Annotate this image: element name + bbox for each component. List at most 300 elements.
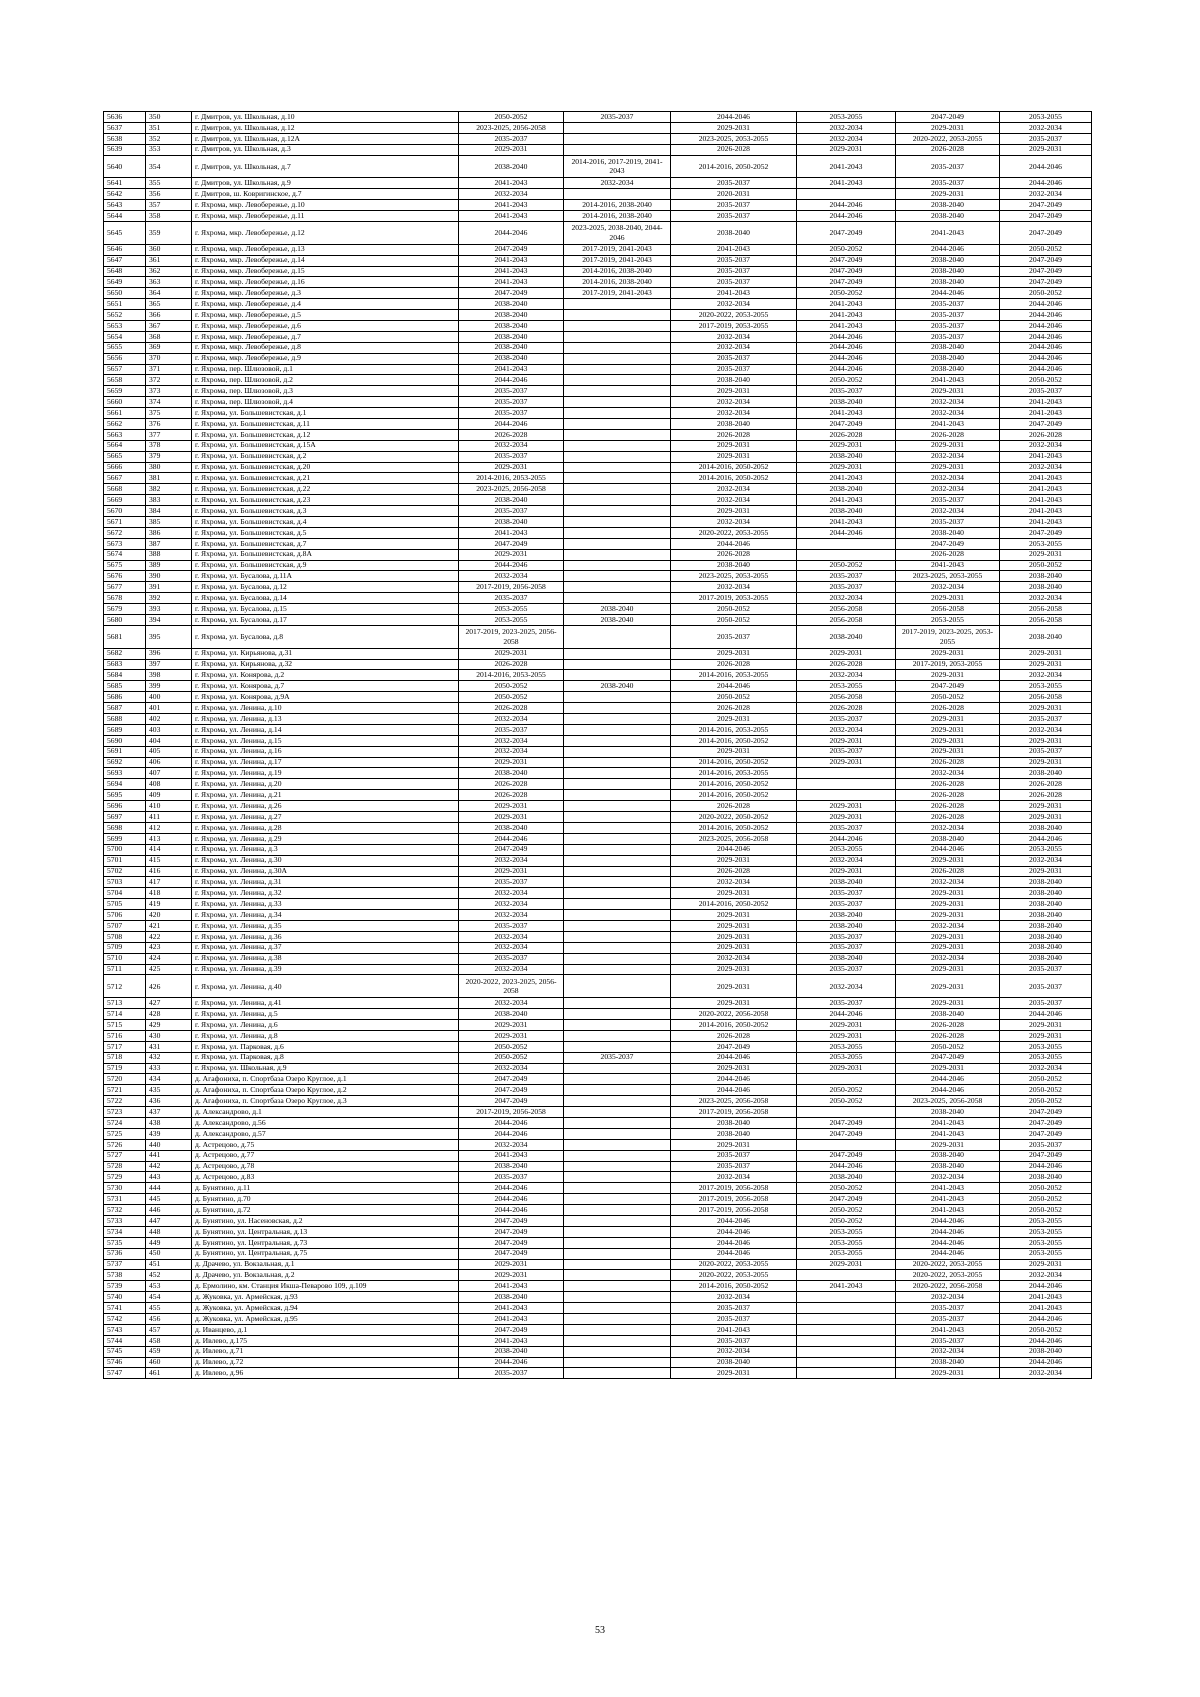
address-cell: г. Яхрома, ул. Ленина, д.26 [192, 801, 459, 812]
row-number-cell: 5656 [104, 353, 146, 364]
period-cell-5: 2026-2028 [896, 790, 1000, 801]
period-cell-5: 2038-2040 [896, 200, 1000, 211]
row-number-cell: 5690 [104, 735, 146, 746]
item-number-cell: 369 [146, 342, 192, 353]
table-row [104, 1118, 1092, 1129]
address-cell: д. Бунятино, д.70 [192, 1194, 459, 1205]
period-cell-1: 2029-2031 [459, 1030, 564, 1041]
period-cell-1: 2032-2034 [459, 899, 564, 910]
row-number-cell: 5678 [104, 593, 146, 604]
period-cell-6: 2032-2034 [1000, 1270, 1092, 1281]
row-number-cell: 5709 [104, 942, 146, 953]
period-cell-1: 2047-2049 [459, 1248, 564, 1259]
period-cell-4: 2041-2043 [797, 299, 896, 310]
period-cell-1: 2023-2025, 2056-2058 [459, 122, 564, 133]
period-cell-1: 2035-2037 [459, 397, 564, 408]
row-number-cell: 5657 [104, 364, 146, 375]
address-cell: д. Драчево, ул. Вокзальная, д.2 [192, 1270, 459, 1281]
period-cell-2 [564, 659, 671, 670]
period-cell-4: 2041-2043 [797, 310, 896, 321]
period-cell-3: 2026-2028 [671, 429, 797, 440]
period-cell-6: 2029-2031 [1000, 549, 1092, 560]
row-number-cell: 5654 [104, 331, 146, 342]
period-cell-3: 2035-2037 [671, 1314, 797, 1325]
period-cell-6: 2038-2040 [1000, 910, 1092, 921]
period-cell-5: 2026-2028 [896, 779, 1000, 790]
item-number-cell: 422 [146, 931, 192, 942]
period-cell-3: 2035-2037 [671, 211, 797, 222]
item-number-cell: 386 [146, 527, 192, 538]
period-cell-6: 2044-2046 [1000, 1009, 1092, 1020]
period-cell-5: 2035-2037 [896, 1303, 1000, 1314]
address-cell: г. Яхрома, ул. Бусалова, д.12 [192, 582, 459, 593]
item-number-cell: 447 [146, 1216, 192, 1227]
period-cell-5: 2044-2046 [896, 1085, 1000, 1096]
period-cell-2 [564, 1183, 671, 1194]
period-cell-3: 2035-2037 [671, 200, 797, 211]
period-cell-3: 2032-2034 [671, 1346, 797, 1357]
period-cell-6: 2050-2052 [1000, 244, 1092, 255]
row-number-cell: 5649 [104, 277, 146, 288]
period-cell-5: 2029-2031 [896, 899, 1000, 910]
period-cell-4: 2044-2046 [797, 342, 896, 353]
period-cell-2 [564, 364, 671, 375]
period-cell-4 [797, 1335, 896, 1346]
table-row [104, 506, 1092, 517]
period-cell-1: 2032-2034 [459, 855, 564, 866]
period-cell-4: 2041-2043 [797, 473, 896, 484]
period-cell-3: 2029-2031 [671, 746, 797, 757]
row-number-cell: 5707 [104, 920, 146, 931]
item-number-cell: 385 [146, 516, 192, 527]
row-number-cell: 5636 [104, 112, 146, 123]
period-cell-4 [797, 1314, 896, 1325]
period-cell-5: 2038-2040 [896, 1107, 1000, 1118]
table-row [104, 122, 1092, 133]
row-number-cell: 5687 [104, 703, 146, 714]
period-cell-2 [564, 1205, 671, 1216]
period-cell-6: 2038-2040 [1000, 822, 1092, 833]
period-cell-5: 2029-2031 [896, 855, 1000, 866]
period-cell-1: 2035-2037 [459, 408, 564, 419]
row-number-cell: 5659 [104, 386, 146, 397]
period-cell-5: 2026-2028 [896, 1019, 1000, 1030]
period-cell-5: 2029-2031 [896, 746, 1000, 757]
period-cell-6: 2035-2037 [1000, 975, 1092, 998]
address-cell: д. Бунятино, ул. Центральная, д.73 [192, 1237, 459, 1248]
address-cell: г. Яхрома, ул. Парковая, д.8 [192, 1052, 459, 1063]
period-cell-2 [564, 144, 671, 155]
period-cell-5: 2029-2031 [896, 1063, 1000, 1074]
period-cell-3: 2035-2037 [671, 364, 797, 375]
period-cell-5: 2029-2031 [896, 386, 1000, 397]
period-cell-4: 2050-2052 [797, 1205, 896, 1216]
address-cell: г. Яхрома, ул. Конярова, д.2 [192, 670, 459, 681]
row-number-cell: 5695 [104, 790, 146, 801]
period-cell-6: 2041-2043 [1000, 484, 1092, 495]
period-cell-2 [564, 133, 671, 144]
period-cell-6: 2053-2055 [1000, 1052, 1092, 1063]
period-cell-3: 2029-2031 [671, 975, 797, 998]
item-number-cell: 381 [146, 473, 192, 484]
period-cell-2 [564, 397, 671, 408]
schedule-table [103, 111, 1092, 1379]
period-cell-3: 2014-2016, 2050-2052 [671, 155, 797, 178]
address-cell: г. Яхрома, ул. Парковая, д.6 [192, 1041, 459, 1052]
address-cell: г. Яхрома, ул. Кирьянова, д.32 [192, 659, 459, 670]
table-row [104, 189, 1092, 200]
item-number-cell: 366 [146, 310, 192, 321]
period-cell-5: 2035-2037 [896, 1314, 1000, 1325]
period-cell-4: 2044-2046 [797, 527, 896, 538]
item-number-cell: 391 [146, 582, 192, 593]
item-number-cell: 375 [146, 408, 192, 419]
period-cell-2 [564, 1335, 671, 1346]
period-cell-6: 2047-2049 [1000, 418, 1092, 429]
period-cell-1: 2041-2043 [459, 255, 564, 266]
period-cell-6: 2053-2055 [1000, 112, 1092, 123]
period-cell-2 [564, 122, 671, 133]
period-cell-3: 2047-2049 [671, 1041, 797, 1052]
period-cell-2 [564, 1128, 671, 1139]
row-number-cell: 5681 [104, 625, 146, 648]
period-cell-2 [564, 910, 671, 921]
item-number-cell: 413 [146, 833, 192, 844]
period-cell-1: 2029-2031 [459, 549, 564, 560]
period-cell-5: 2038-2040 [896, 833, 1000, 844]
period-cell-6: 2041-2043 [1000, 397, 1092, 408]
period-cell-5: 2035-2037 [896, 178, 1000, 189]
period-cell-6: 2050-2052 [1000, 288, 1092, 299]
period-cell-6: 2032-2034 [1000, 462, 1092, 473]
period-cell-3: 2029-2031 [671, 1139, 797, 1150]
period-cell-6: 2029-2031 [1000, 866, 1092, 877]
period-cell-2 [564, 582, 671, 593]
row-number-cell: 5684 [104, 670, 146, 681]
row-number-cell: 5719 [104, 1063, 146, 1074]
item-number-cell: 370 [146, 353, 192, 364]
period-cell-1: 2038-2040 [459, 495, 564, 506]
period-cell-3: 2044-2046 [671, 1237, 797, 1248]
period-cell-5: 2041-2043 [896, 418, 1000, 429]
table-row [104, 221, 1092, 244]
period-cell-5: 2029-2031 [896, 998, 1000, 1009]
item-number-cell: 390 [146, 571, 192, 582]
period-cell-5: 2020-2022, 2053-2055 [896, 133, 1000, 144]
period-cell-5: 2038-2040 [896, 527, 1000, 538]
period-cell-6: 2041-2043 [1000, 408, 1092, 419]
period-cell-2 [564, 1009, 671, 1020]
period-cell-2 [564, 1259, 671, 1270]
period-cell-2 [564, 1281, 671, 1292]
table-row [104, 255, 1092, 266]
item-number-cell: 397 [146, 659, 192, 670]
period-cell-6: 2044-2046 [1000, 1161, 1092, 1172]
period-cell-5: 2029-2031 [896, 735, 1000, 746]
period-cell-5: 2032-2034 [896, 877, 1000, 888]
item-number-cell: 361 [146, 255, 192, 266]
period-cell-6: 2053-2055 [1000, 538, 1092, 549]
period-cell-5: 2032-2034 [896, 408, 1000, 419]
period-cell-5: 2041-2043 [896, 1183, 1000, 1194]
period-cell-1: 2044-2046 [459, 1118, 564, 1129]
address-cell: д. Ивлево, д.175 [192, 1335, 459, 1346]
address-cell: г. Яхрома, мкр. Левобережье, д.4 [192, 299, 459, 310]
table-row [104, 484, 1092, 495]
period-cell-4: 2035-2037 [797, 571, 896, 582]
period-cell-4: 2053-2055 [797, 1248, 896, 1259]
period-cell-3: 2029-2031 [671, 888, 797, 899]
period-cell-2: 2035-2037 [564, 1052, 671, 1063]
period-cell-1: 2041-2043 [459, 1281, 564, 1292]
period-cell-6: 2035-2037 [1000, 714, 1092, 725]
row-number-cell: 5646 [104, 244, 146, 255]
item-number-cell: 364 [146, 288, 192, 299]
address-cell: г. Дмитров, ул. Школьная, д.7 [192, 155, 459, 178]
period-cell-5: 2026-2028 [896, 549, 1000, 560]
period-cell-3: 2035-2037 [671, 1335, 797, 1346]
period-cell-4: 2044-2046 [797, 1009, 896, 1020]
period-cell-1: 2020-2022, 2023-2025, 2056-2058 [459, 975, 564, 998]
address-cell: г. Яхрома, ул. Ленина, д.14 [192, 724, 459, 735]
table-row [104, 397, 1092, 408]
item-number-cell: 438 [146, 1118, 192, 1129]
period-cell-3: 2035-2037 [671, 353, 797, 364]
period-cell-3: 2014-2016, 2050-2052 [671, 735, 797, 746]
period-cell-6: 2038-2040 [1000, 1172, 1092, 1183]
address-cell: г. Яхрома, ул. Большевистская, д.12 [192, 429, 459, 440]
period-cell-5: 2038-2040 [896, 1009, 1000, 1020]
period-cell-3: 2014-2016, 2050-2052 [671, 899, 797, 910]
period-cell-2 [564, 1107, 671, 1118]
period-cell-3: 2023-2025, 2056-2058 [671, 833, 797, 844]
address-cell: д. Александрово, д.56 [192, 1118, 459, 1129]
row-number-cell: 5725 [104, 1128, 146, 1139]
period-cell-4: 2050-2052 [797, 375, 896, 386]
period-cell-1: 2029-2031 [459, 812, 564, 823]
period-cell-6: 2041-2043 [1000, 516, 1092, 527]
address-cell: г. Яхрома, ул. Большевистская, д.5 [192, 527, 459, 538]
row-number-cell: 5734 [104, 1226, 146, 1237]
period-cell-3: 2014-2016, 2050-2052 [671, 462, 797, 473]
period-cell-1: 2050-2052 [459, 1052, 564, 1063]
period-cell-3: 2014-2016, 2050-2052 [671, 1019, 797, 1030]
period-cell-5: 2029-2031 [896, 975, 1000, 998]
period-cell-6: 2038-2040 [1000, 899, 1092, 910]
row-number-cell: 5698 [104, 822, 146, 833]
period-cell-3: 2044-2046 [671, 1216, 797, 1227]
period-cell-4: 2047-2049 [797, 1194, 896, 1205]
table-row [104, 975, 1092, 998]
address-cell: г. Яхрома, мкр. Левобережье, д.7 [192, 331, 459, 342]
period-cell-3: 2020-2022, 2053-2055 [671, 1270, 797, 1281]
table-row [104, 790, 1092, 801]
period-cell-4 [797, 189, 896, 200]
table-row [104, 1030, 1092, 1041]
period-cell-3: 2023-2025, 2056-2058 [671, 1096, 797, 1107]
row-number-cell: 5676 [104, 571, 146, 582]
period-cell-4: 2056-2058 [797, 692, 896, 703]
period-cell-3: 2026-2028 [671, 866, 797, 877]
period-cell-2 [564, 571, 671, 582]
item-number-cell: 351 [146, 122, 192, 133]
period-cell-3: 2026-2028 [671, 659, 797, 670]
row-number-cell: 5699 [104, 833, 146, 844]
table-row [104, 144, 1092, 155]
period-cell-5: 2041-2043 [896, 1324, 1000, 1335]
item-number-cell: 444 [146, 1183, 192, 1194]
address-cell: д. Агафониха, п. Спортбаза Озеро Круглое, д.2 [192, 1085, 459, 1096]
period-cell-4 [797, 1107, 896, 1118]
period-cell-2 [564, 484, 671, 495]
period-cell-2 [564, 1237, 671, 1248]
period-cell-4 [797, 1346, 896, 1357]
period-cell-1: 2032-2034 [459, 746, 564, 757]
address-cell: г. Яхрома, ул. Ленина, д.32 [192, 888, 459, 899]
period-cell-1: 2047-2049 [459, 1096, 564, 1107]
address-cell: г. Яхрома, ул. Ленина, д.27 [192, 812, 459, 823]
table-row [104, 1085, 1092, 1096]
period-cell-5: 2029-2031 [896, 724, 1000, 735]
period-cell-6: 2038-2040 [1000, 877, 1092, 888]
period-cell-1: 2047-2049 [459, 1226, 564, 1237]
period-cell-2 [564, 1139, 671, 1150]
period-cell-4: 2053-2055 [797, 112, 896, 123]
period-cell-6: 2038-2040 [1000, 931, 1092, 942]
period-cell-3: 2014-2016, 2050-2052 [671, 1281, 797, 1292]
period-cell-5: 2032-2034 [896, 768, 1000, 779]
period-cell-2 [564, 1303, 671, 1314]
row-number-cell: 5689 [104, 724, 146, 735]
period-cell-3: 2038-2040 [671, 560, 797, 571]
period-cell-1: 2017-2019, 2023-2025, 2056-2058 [459, 625, 564, 648]
period-cell-3: 2029-2031 [671, 451, 797, 462]
period-cell-1: 2026-2028 [459, 659, 564, 670]
period-cell-1: 2038-2040 [459, 516, 564, 527]
table-row [104, 1063, 1092, 1074]
period-cell-3: 2038-2040 [671, 1357, 797, 1368]
row-number-cell: 5737 [104, 1259, 146, 1270]
period-cell-5: 2026-2028 [896, 801, 1000, 812]
address-cell: д. Астрецово, д.83 [192, 1172, 459, 1183]
table-row [104, 735, 1092, 746]
period-cell-3: 2029-2031 [671, 648, 797, 659]
period-cell-5: 2029-2031 [896, 670, 1000, 681]
period-cell-2 [564, 1368, 671, 1379]
period-cell-1: 2032-2034 [459, 942, 564, 953]
period-cell-5: 2029-2031 [896, 1368, 1000, 1379]
period-cell-3: 2035-2037 [671, 178, 797, 189]
period-cell-5: 2038-2040 [896, 211, 1000, 222]
table-row [104, 812, 1092, 823]
address-cell: г. Яхрома, пер. Шлюзовой, д.2 [192, 375, 459, 386]
item-number-cell: 406 [146, 757, 192, 768]
item-number-cell: 410 [146, 801, 192, 812]
table-row [104, 1357, 1092, 1368]
period-cell-2 [564, 593, 671, 604]
address-cell: г. Яхрома, ул. Большевистская, д.11 [192, 418, 459, 429]
table-row [104, 615, 1092, 626]
period-cell-1: 2038-2040 [459, 155, 564, 178]
period-cell-3: 2032-2034 [671, 877, 797, 888]
address-cell: г. Яхрома, ул. Ленина, д.35 [192, 920, 459, 931]
address-cell: г. Яхрома, ул. Школьная, д.9 [192, 1063, 459, 1074]
period-cell-4: 2041-2043 [797, 178, 896, 189]
period-cell-5: 2023-2025, 2056-2058 [896, 1096, 1000, 1107]
period-cell-1: 2035-2037 [459, 133, 564, 144]
period-cell-4: 2047-2049 [797, 1118, 896, 1129]
period-cell-3: 2020-2031 [671, 189, 797, 200]
period-cell-3: 2029-2031 [671, 1368, 797, 1379]
row-number-cell: 5639 [104, 144, 146, 155]
table-row [104, 844, 1092, 855]
row-number-cell: 5669 [104, 495, 146, 506]
period-cell-1: 2032-2034 [459, 440, 564, 451]
row-number-cell: 5661 [104, 408, 146, 419]
period-cell-3: 2038-2040 [671, 1128, 797, 1139]
period-cell-4: 2032-2034 [797, 122, 896, 133]
row-number-cell: 5720 [104, 1074, 146, 1085]
period-cell-4: 2038-2040 [797, 920, 896, 931]
period-cell-3: 2029-2031 [671, 942, 797, 953]
period-cell-5: 2047-2049 [896, 681, 1000, 692]
table-row [104, 1009, 1092, 1020]
item-number-cell: 383 [146, 495, 192, 506]
address-cell: д. Ермолино, км. Станция Икша-Певарово 109, д.109 [192, 1281, 459, 1292]
row-number-cell: 5637 [104, 122, 146, 133]
period-cell-5: 2032-2034 [896, 582, 1000, 593]
address-cell: г. Яхрома, ул. Ленина, д.17 [192, 757, 459, 768]
period-cell-3: 2032-2034 [671, 953, 797, 964]
period-cell-4: 2044-2046 [797, 1161, 896, 1172]
row-number-cell: 5645 [104, 221, 146, 244]
period-cell-2 [564, 1150, 671, 1161]
row-number-cell: 5741 [104, 1303, 146, 1314]
period-cell-3: 2014-2016, 2053-2055 [671, 768, 797, 779]
period-cell-1: 2032-2034 [459, 931, 564, 942]
row-number-cell: 5677 [104, 582, 146, 593]
period-cell-5: 2041-2043 [896, 375, 1000, 386]
table-row [104, 549, 1092, 560]
period-cell-1: 2044-2046 [459, 1194, 564, 1205]
address-cell: г. Яхрома, мкр. Левобережье, д.5 [192, 310, 459, 321]
address-cell: г. Яхрома, ул. Конярова, д.7 [192, 681, 459, 692]
period-cell-1: 2026-2028 [459, 429, 564, 440]
period-cell-4 [797, 1292, 896, 1303]
address-cell: г. Яхрома, ул. Большевистская, д.23 [192, 495, 459, 506]
period-cell-3: 2044-2046 [671, 1085, 797, 1096]
period-cell-1: 2032-2034 [459, 189, 564, 200]
item-number-cell: 443 [146, 1172, 192, 1183]
period-cell-2 [564, 844, 671, 855]
period-cell-6: 2029-2031 [1000, 1030, 1092, 1041]
period-cell-3: 2032-2034 [671, 1292, 797, 1303]
period-cell-3: 2020-2022, 2053-2055 [671, 310, 797, 321]
period-cell-6: 2050-2052 [1000, 1194, 1092, 1205]
period-cell-6: 2053-2055 [1000, 1041, 1092, 1052]
period-cell-4 [797, 1139, 896, 1150]
address-cell: д. Ивлево, д.71 [192, 1346, 459, 1357]
row-number-cell: 5716 [104, 1030, 146, 1041]
period-cell-6: 2047-2049 [1000, 277, 1092, 288]
table-row [104, 714, 1092, 725]
period-cell-1: 2017-2019, 2056-2058 [459, 582, 564, 593]
row-number-cell: 5694 [104, 779, 146, 790]
address-cell: г. Яхрома, ул. Бусалова, д.17 [192, 615, 459, 626]
period-cell-3: 2044-2046 [671, 1052, 797, 1063]
period-cell-1: 2044-2046 [459, 560, 564, 571]
period-cell-6: 2047-2049 [1000, 255, 1092, 266]
